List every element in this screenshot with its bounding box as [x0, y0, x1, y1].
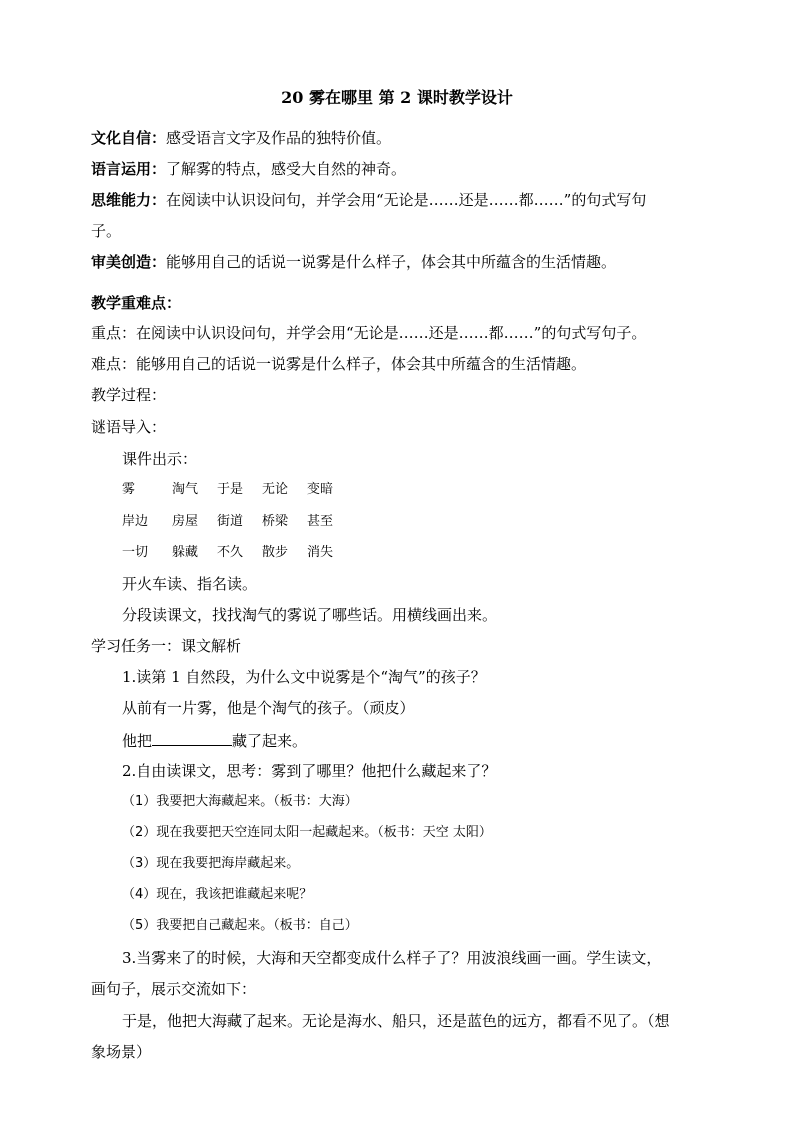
- vocab-word: 变暗: [307, 482, 334, 497]
- vocab-word: 躲藏: [172, 545, 199, 560]
- fill-post: 藏了起来。: [232, 732, 308, 750]
- goal-text: 在阅读中认识设问句，并学会用“无论是……还是……都……”的句式写句: [166, 191, 647, 209]
- vocab-row: [122, 480, 352, 500]
- goal-label: 审美创造：: [91, 253, 167, 271]
- vocab-word: 散步: [262, 545, 289, 560]
- vocab-word: 岸边: [122, 514, 149, 529]
- task-heading: 学习任务一：课文解析: [91, 637, 242, 655]
- vocab-word: 于是: [217, 482, 244, 497]
- riddle-heading: 谜语导入：: [91, 418, 167, 436]
- answer-item: （4）现在，我该把谁藏起来呢？: [122, 887, 313, 902]
- answer-1: 从前有一片雾，他是个淘气的孩子。（顽皮）: [122, 699, 415, 717]
- goal-culture: [91, 128, 391, 148]
- answer-item: （1）我要把大海藏起来。（板书：大海）: [122, 794, 358, 809]
- courseware: 课件出示：: [122, 450, 198, 468]
- goal-language: [91, 159, 406, 179]
- question-3-cont: 画句子，展示交流如下：: [91, 980, 257, 998]
- process-heading: 教学过程：: [91, 386, 167, 404]
- key-heading: 教学重难点：: [91, 294, 182, 312]
- vocab-word: 雾: [122, 482, 136, 497]
- fill-blank-sentence: [122, 730, 307, 751]
- goal-thinking: [91, 190, 646, 210]
- goal-text: 感受语言文字及作品的独特价值。: [166, 129, 392, 147]
- vocab-word: 无论: [262, 482, 289, 497]
- train-read: 开火车读、指名读。: [122, 575, 258, 593]
- question-3: 3.当雾来了的时候，大海和天空都变成什么样子了？用波浪线画一画。学生读文，: [122, 949, 662, 967]
- answer-item: （3）现在我要把海岸藏起来。: [122, 856, 300, 871]
- section-read: 分段读课文，找找淘气的雾说了哪些话。用横线画出来。: [122, 606, 498, 624]
- goal-text: 了解雾的特点，感受大自然的神奇。: [166, 160, 407, 178]
- vocab-word: 甚至: [307, 514, 334, 529]
- question-1: 1.读第 1 自然段，为什么文中说雾是个“淘气”的孩子？: [122, 668, 486, 686]
- passage-cont: 象场景）: [91, 1043, 152, 1061]
- key-point: 重点：在阅读中认识设问句，并学会用“无论是……还是……都……”的句式写句子。: [91, 324, 647, 342]
- page-title: 20 雾在哪里 第 2 课时教学设计: [281, 88, 513, 107]
- vocab-word: 淘气: [172, 482, 199, 497]
- difficulty: 难点：能够用自己的话说一说雾是什么样子，体会其中所蕴含的生活情趣。: [91, 355, 587, 373]
- vocab-row: [122, 543, 352, 563]
- answer-item: （5）我要把自己藏起来。（板书：自己）: [122, 918, 358, 933]
- question-2: 2.自由读课文，思考：雾到了哪里？他把什么藏起来了？: [122, 762, 497, 780]
- vocab-word: 一切: [122, 545, 149, 560]
- vocab-word: 街道: [217, 514, 244, 529]
- vocab-word: 桥梁: [262, 514, 289, 529]
- goal-text: 能够用自己的话说一说雾是什么样子，体会其中所蕴含的生活情趣。: [166, 253, 617, 271]
- vocab-word: 房屋: [172, 514, 199, 529]
- goal-label: 语言运用：: [91, 160, 167, 178]
- vocab-row: [122, 512, 352, 532]
- vocab-word: 不久: [217, 545, 244, 560]
- fill-pre: 他把: [122, 732, 153, 750]
- answer-item: （2）现在我要把天空连同太阳一起藏起来。（板书：天空 太阳）: [122, 825, 492, 840]
- goal-aesthetic: [91, 252, 616, 272]
- passage: 于是，他把大海藏了起来。无论是海水、船只，还是蓝色的远方，都看不见了。（想: [122, 1012, 670, 1030]
- blank-line[interactable]: [152, 730, 232, 746]
- goal-thinking-cont: 子。: [91, 222, 122, 240]
- goal-label: 文化自信：: [91, 129, 167, 147]
- goal-label: 思维能力：: [91, 191, 167, 209]
- vocab-word: 消失: [307, 545, 334, 560]
